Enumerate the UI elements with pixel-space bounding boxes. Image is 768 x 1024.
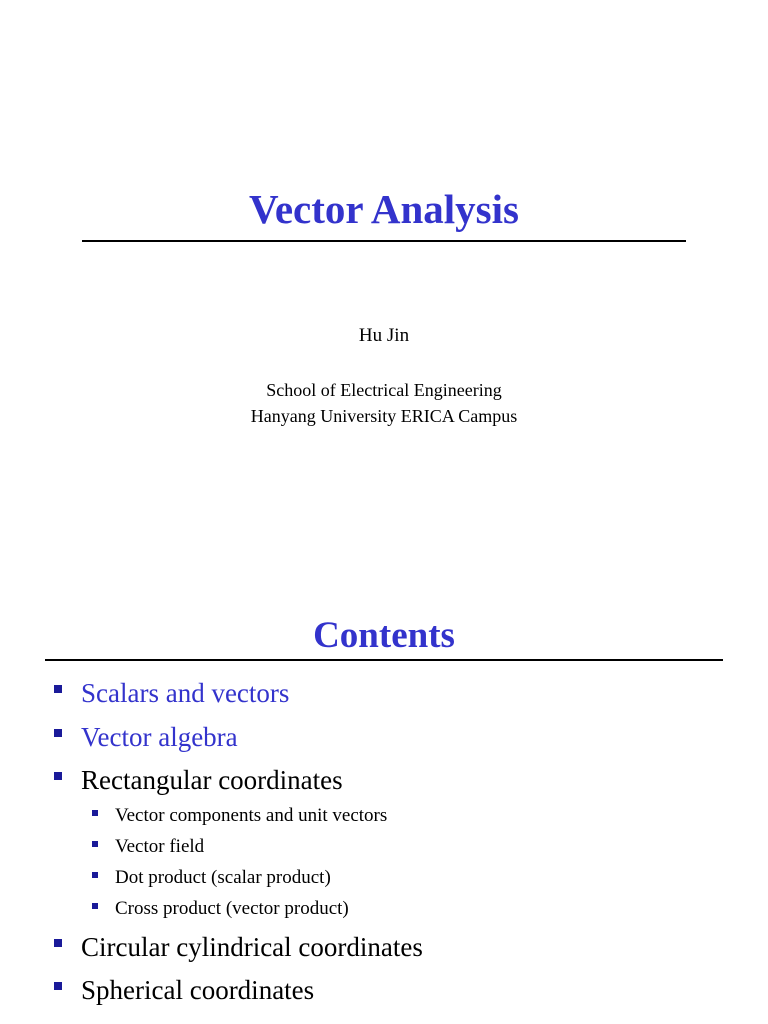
- contents-divider: [45, 659, 723, 661]
- square-bullet-icon: [54, 939, 62, 947]
- contents-item-label: Rectangular coordinates: [81, 765, 343, 795]
- contents-subitem-vector-field: [92, 834, 204, 860]
- title-divider: [82, 240, 686, 242]
- square-bullet-icon: [92, 872, 98, 878]
- contents-item-rectangular-coordinates: [54, 763, 343, 797]
- square-bullet-icon: [92, 841, 98, 847]
- contents-subitem-label: Vector components and unit vectors: [115, 805, 388, 826]
- affiliation-school: School of Electrical Engineering: [266, 380, 502, 400]
- contents-title: Contents: [313, 615, 455, 656]
- contents-item-circular-cylindrical: [54, 930, 423, 964]
- contents-item-label: Vector algebra: [81, 722, 238, 752]
- square-bullet-icon: [92, 903, 98, 909]
- contents-item-vector-algebra[interactable]: [54, 720, 238, 754]
- square-bullet-icon: [54, 685, 62, 693]
- contents-subitem-cross-product: [92, 896, 349, 922]
- contents-item-label: Scalars and vectors: [81, 678, 290, 708]
- contents-subitem-vector-components: [92, 803, 387, 829]
- square-bullet-icon: [54, 729, 62, 737]
- square-bullet-icon: [92, 810, 98, 816]
- contents-slide: [0, 580, 768, 1024]
- affiliation-university: Hanyang University ERICA Campus: [250, 406, 518, 426]
- contents-subitem-dot-product: [92, 865, 331, 891]
- author-name: Hu Jin: [358, 325, 410, 346]
- contents-item-spherical-coordinates: [54, 973, 314, 1007]
- contents-subitem-label: Vector field: [115, 836, 205, 857]
- contents-subitem-label: Dot product (scalar product): [115, 867, 331, 888]
- square-bullet-icon: [54, 982, 62, 990]
- slide-title: Vector Analysis: [249, 186, 519, 232]
- contents-item-label: Circular cylindrical coordinates: [81, 932, 423, 962]
- contents-item-scalars-and-vectors[interactable]: [54, 676, 289, 710]
- contents-subitem-label: Cross product (vector product): [115, 898, 349, 919]
- contents-item-label: Spherical coordinates: [81, 975, 315, 1005]
- square-bullet-icon: [54, 772, 62, 780]
